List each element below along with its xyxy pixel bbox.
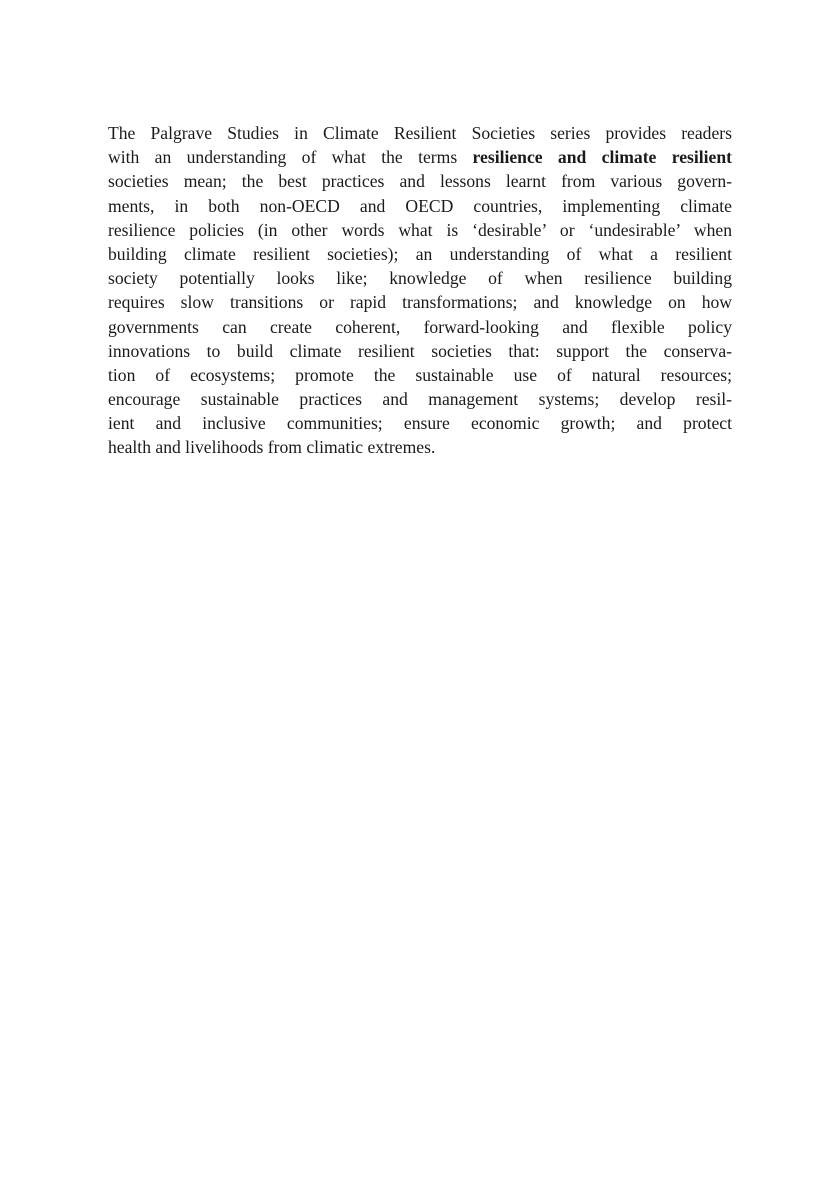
line-text: innovations to build climate resilient societies that: support the conserva-: [108, 340, 732, 361]
line-text: ments, in both non-OECD and OECD countries, implementing climate: [108, 195, 732, 216]
line-text: encourage sustainable practices and management systems; develop resil-: [108, 389, 732, 410]
paragraph-line: [108, 363, 732, 387]
paragraph-line: [108, 242, 732, 266]
line-text: requires slow transitions or rapid transformations; and knowledge on how: [108, 292, 732, 313]
line-text: health and livelihoods from climatic extremes.: [108, 437, 436, 458]
paragraph-line: [108, 411, 732, 435]
bold-term: resilience and climate resilient: [472, 147, 732, 168]
paragraph-line: [108, 169, 732, 193]
paragraph-line: [108, 145, 732, 169]
line-text: with an understanding of what the terms: [108, 147, 473, 168]
line-text: tion of ecosystems; promote the sustainable use of natural resources;: [108, 364, 732, 385]
line-text: ient and inclusive communities; ensure economic growth; and protect: [108, 413, 732, 434]
paragraph-line: [108, 121, 732, 145]
paragraph-line: [108, 266, 732, 290]
paragraph-line: [108, 435, 732, 459]
paragraph-line: [108, 387, 732, 411]
line-text: society potentially looks like; knowledge of when resilience building: [108, 268, 732, 289]
paragraph-line: [108, 194, 732, 218]
paragraph-line: [108, 339, 732, 363]
series-description-paragraph: [108, 121, 732, 460]
line-text: societies mean; the best practices and lessons learnt from various govern-: [108, 171, 732, 192]
paragraph-line: [108, 290, 732, 314]
paragraph-line: [108, 218, 732, 242]
paragraph-line: [108, 315, 732, 339]
line-text: The Palgrave Studies in Climate Resilient Societies series provides readers: [108, 123, 732, 143]
line-text: governments can create coherent, forward-looking and flexible policy: [108, 316, 732, 337]
line-text: resilience policies (in other words what is ‘desirable’ or ‘undesirable’ when: [108, 219, 732, 240]
line-text: building climate resilient societies); an understanding of what a resilient: [108, 243, 732, 264]
